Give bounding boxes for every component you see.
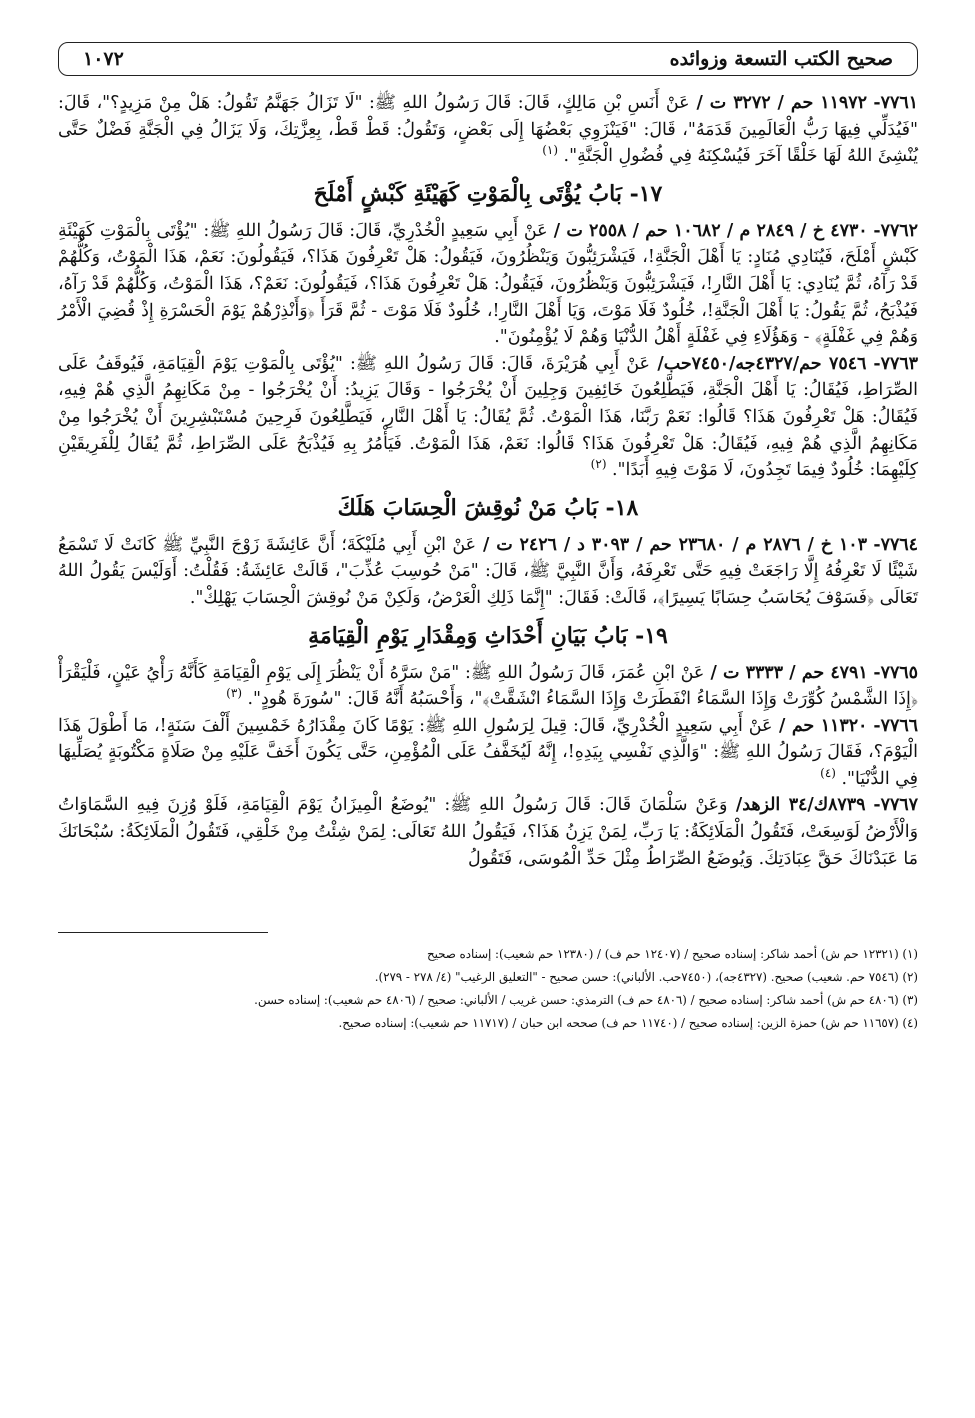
chapter-heading: ١٧- بَابُ يُؤْتَى بِالْمَوْتِ كَهَيْئَةِ كَبْشٍ أَمْلَحَ bbox=[313, 180, 663, 207]
hadith-text: عَنْ ابْنِ أَبِي مُلَيْكَةَ؛ أَنَّ عَائِشَةَ زَوْجَ النَّبِيِّ ﷺ كَانَتْ لَا تَسْمَعُ شَيْئًا لَا تَعْرِفُهُ إِلَّا رَاجَعَتْ فِيهِ حَتَّى تَعْرِفَهُ، وَأَنَّ النَّبِيَّ ﷺ، قَالَ: "مَنْ حُوسِبَ عُذِّبَ"، قَالَتْ عَائِشَةُ: فَقُلْتُ: أَوَلَيْسَ يَقُولُ اللهُ تَعَالَى ﴿فَسَوْفَ يُحَاسَبُ حِسَابًا يَسِيرًا﴾، قَالَتْ: فَقَالَ: "إِنَّمَا ذَلِكِ الْعَرْضُ، وَلَكِنْ مَنْ نُوقِشَ الْحِسَابَ يَهْلِكْ". bbox=[58, 534, 918, 608]
hadith-entry bbox=[58, 713, 918, 793]
hadith-number: ٧٧٦١- bbox=[873, 93, 919, 113]
hadith-number: ٧٧٦٤- bbox=[873, 534, 918, 555]
footnote: (١) (١٢٣٢١ حم ش) أحمد شاكر: إسناده صحيح / (١٢٤٠٧ حم ف) / (١٢٣٨٠ حم شعيب): إسناده صحيح bbox=[427, 947, 918, 962]
hadith-text: عَنْ ابْنِ عُمَرَ، قَالَ رَسُولُ اللهِ ﷺ: "مَنْ سَرَّهُ أَنْ يَنْظُرَ إِلَى يَوْمِ الْقِيَامَةِ كَأَنَّهُ رَأْيُ عَيْنٍ، فَلْيَقْرَأْ ﴿إِذَا الشَّمْسُ كُوِّرَتْ وَإِذَا السَّمَاءُ انْفَطَرَتْ وَإِذَا السَّمَاءُ انْشَقَّتْ﴾"، وَأَحْسَبُهُ أَنَّهُ قَالَ: "سُورَةَ هُودٍ". bbox=[58, 662, 918, 710]
running-title: صحيح الكتب التسعة وزوائده bbox=[669, 48, 893, 70]
footnotes bbox=[58, 943, 918, 1035]
hadith-text: وَعَنْ سَلْمَانَ قَالَ: قَالَ رَسُولُ اللهِ ﷺ: "يُوضَعُ الْمِيزَانُ يَوْمَ الْقِيَامَةِ، فَلَوْ وُزِنَ فِيهِ السَّمَاوَاتُ وَالْأَرْضُ لَوَسِعَتْ، فَتَقُولُ الْمَلَائِكَةُ: يَا رَبِّ، لِمَنْ يَزِنُ هَذَا؟، فَيَقُولُ اللهُ تَعَالَى: لِمَنْ شِئْتُ مِنْ خَلْقِي، فَتَقُولُ الْمَلَائِكَةُ: سُبْحَانَكَ مَا عَبَدْنَاكَ حَقَّ عِبَادَتِكَ. وَيُوضَعُ الصِّرَاطُ مِثْلَ حَدِّ الْمُوسَى، فَتَقُولُ bbox=[58, 795, 918, 869]
hadith-text: عَنْ أَبِي سَعِيدٍ الْخُدْرِيِّ، قَالَ: قَالَ رَسُولُ اللهِ ﷺ: "يُؤْتَى بِالْمَوْتِ كَهَيْئَةِ كَبْشٍ أَمْلَحَ، فَيُنَادِي مُنَادٍ: يَا أَهْلَ الْجَنَّةِ!، فَيَشْرَئِبُّونَ وَيَنْظُرُونَ، فَيَقُولُ: هَلْ تَعْرِفُونَ هَذَا؟، فَيَقُولُونَ: نَعَمْ، هَذَا الْمَوْتُ، وَكُلُّهُمْ قَدْ رَآهُ، ثُمَّ يُنَادِي: يَا أَهْلَ النَّارِ!، فَيَشْرَئِبُّونَ وَيَنْظُرُونَ، فَيَقُولُ: هَلْ تَعْرِفُونَ هَذَا؟، فَيَقُولُونَ: نَعَمْ؟، هَذَا الْمَوْتُ، وَكُلُّهُمْ قَدْ رَآهُ، فَيُذْبَحُ، ثُمَّ يَقُولُ: يَا أَهْلَ الْجَنَّةِ!، خُلُودٌ فَلَا مَوْتَ، وَيَا أَهْلَ النَّارِ!، خُلُودٌ فَلَا مَوْتَ - ثُمَّ قَرَأَ ﴿وَأَنْذِرْهُمْ يَوْمَ الْحَسْرَةِ إِذْ قُضِيَ الْأَمْرُ وَهُمْ فِي غَفْلَةٍ﴾ - وَهَؤُلَاءِ فِي غَفْلَةٍ أَهْلُ الدُّنْيَا وَهُمْ لَا يُؤْمِنُونَ". bbox=[58, 220, 918, 348]
hadith-entry bbox=[58, 660, 918, 713]
hadith-text: عَنْ أَبِي سَعِيدٍ الْخُدْرِيِّ، قَالَ: قِيلَ لِرَسُولِ اللهِ ﷺ: يَوْمًا كَانَ مِقْدَارُهُ خَمْسِينَ أَلْفَ سَنَةٍ!، مَا أَطْوَلَ هَذَا الْيَوْمَ؟، فَقَالَ رَسُولُ اللهِ ﷺ: "وَالَّذِي نَفْسِي بِيَدِهِ!، إِنَّهُ لَيُخَفَّفُ عَلَى الْمُؤْمِنِ، حَتَّى يَكُونَ أَخَفَّ عَلَيْهِ مِنْ صَلَاةٍ مَكْتُوبَةٍ يُصَلِّيهَا فِي الدُّنْيَا". bbox=[58, 715, 918, 789]
chapter-heading: ١٨- بَابُ مَنْ نُوقِشَ الْحِسَابَ هَلَكَ bbox=[337, 494, 639, 521]
footnote-marker: (٤) bbox=[820, 766, 836, 781]
hadith-number: ٧٧٦٣- bbox=[873, 353, 919, 374]
footnote-marker: (٣) bbox=[226, 686, 242, 701]
chapter-heading: ١٩- بَابُ بَيَانِ أَحْدَاثِ وَمِقْدَارِ يَوْمِ الْقِيَامَةِ bbox=[308, 622, 668, 649]
hadith-number: ٧٧٦٥- bbox=[873, 662, 918, 683]
hadith-entry bbox=[58, 90, 918, 170]
footnote-divider bbox=[58, 932, 268, 933]
footnote: (٤) (١١٦٥٧ حم ش) حمزة الزين: إسناده صحيح / (١١٧٤٠ حم ف) صححه ابن حبان / (١١٧١٧ حم شعيب): إسناده صحيح. bbox=[338, 1016, 918, 1031]
hadith-entry bbox=[58, 792, 918, 872]
hadith-entry bbox=[58, 351, 918, 484]
hadith-refs: ١١٣٢٠ حم / bbox=[772, 715, 868, 736]
running-header bbox=[58, 42, 918, 76]
main-text bbox=[58, 90, 918, 872]
footnote-marker: (١) bbox=[542, 143, 559, 158]
hadith-number: ٧٧٦٦- bbox=[873, 715, 919, 736]
footnote: (٢) (٧٥٤٦ حم. شعيب) صحيح. (٤٣٢٧جه)، (٧٤٥٠حب. الألباني): حسن صحيح - "التعليق الرغيب" (٤/ ٢٧٨ - ٢٧٩). bbox=[374, 970, 918, 985]
hadith-text: عَنْ أَنَسِ بْنِ مَالِكٍ، قَالَ: قَالَ رَسُولُ اللهِ ﷺ: "لَا تَزَالُ جَهَنَّمُ تَقُولُ: هَلْ مِنْ مَزِيدٍ؟"، قَالَ: "فَيُدَلِّي فِيهَا رَبُّ الْعَالَمِينَ قَدَمَهُ"، قَالَ: "فَيَنْزَوِي بَعْضُهَا إِلَى بَعْضٍ، وَتَقُولُ: قَطْ قَطْ، بِعِزَّتِكَ، وَلَا يَزَالُ فِي الْجَنَّةِ فَضْلٌ حَتَّى يُنْشِئَ اللهُ لَهَا خَلْقًا آخَرَ فَيُسْكِنَهُ فِي فُضُولِ الْجَنَّةِ". bbox=[58, 93, 918, 167]
hadith-refs: ١٠٣ خ / ٢٨٧٦ م / ٢٣٦٨٠ حم / ٣٠٩٣ د / ٢٤٢٦ ت / bbox=[476, 534, 867, 555]
hadith-number: ٧٧٦٢- bbox=[873, 220, 918, 241]
hadith-entry bbox=[58, 532, 918, 612]
footnote: (٣) (٤٨٠٦ حم ش) أحمد شاكر: إسناده صحيح / (٤٨٠٦ حم ف) الترمذي: حسن غريب / الألباني: صحيح / (٤٨٠٦ حم شعيب): إسناده حسن. bbox=[254, 993, 918, 1008]
hadith-refs: ٤٧٩١ حم / ٣٣٣٣ ت / bbox=[704, 662, 868, 683]
page bbox=[58, 42, 918, 1035]
hadith-refs: ٤٧٣٠ خ / ٢٨٤٩ م / ١٠٦٨٢ حم / ٢٥٥٨ ت / bbox=[547, 220, 868, 241]
page-number: ١٠٧٢ bbox=[83, 48, 124, 70]
hadith-refs: ٧٥٤٦ حم/٤٣٢٧جه/٧٤٥٠حب/ bbox=[649, 353, 867, 374]
hadith-entry bbox=[58, 218, 918, 351]
footnote-marker: (٢) bbox=[590, 457, 607, 472]
hadith-number: ٧٧٦٧- bbox=[873, 795, 918, 816]
hadith-refs: ٨٧٣٩ك/٣٤ الزهد/ bbox=[727, 795, 866, 816]
hadith-refs: ١١٩٧٢ حم / ٣٢٧٢ ت / bbox=[689, 93, 867, 113]
hadith-text: عَنْ أَبِي هُرَيْرَةَ، قَالَ: قَالَ رَسُولُ اللهِ ﷺ: "يُؤْتَى بِالْمَوْتِ يَوْمَ الْقِيَامَةِ، فَيُوقَفُ عَلَى الصِّرَاطِ، فَيُقَالُ: يَا أَهْلَ الْجَنَّةِ، فَيَطَّلِعُونَ خَائِفِينَ وَجِلِينَ أَنْ يُخْرَجُوا - وَقَالَ يَزِيدُ: أَنْ يُخْرَجُوا - مِنْ مَكَانِهِمُ الَّذِي هُمْ فِيهِ، فَيُقَالُ: هَلْ تَعْرِفُونَ هَذَا؟ قَالُوا: نَعَمْ رَبَّنَا، هَذَا الْمَوْتُ. ثُمَّ يُقَالُ: يَا أَهْلَ النَّارِ، فَيَطَّلِعُونَ فَرِحِينَ مُسْتَبْشِرِينَ أَنْ يُخْرَجُوا مِنْ مَكَانِهِمُ الَّذِي هُمْ فِيهِ، فَيُقَالُ: هَلْ تَعْرِفُونَ هَذَا؟ قَالُوا: نَعَمْ، هَذَا الْمَوْتُ. فَيَأْمُرُ بِهِ فَيُذْبَحُ عَلَى الصِّرَاطِ، ثُمَّ يُقَالُ لِلْفَرِيقَيْنِ كِلَيْهِمَا: خُلُودٌ فِيمَا تَجِدُونَ، لَا مَوْتَ فِيهِ أَبَدًا". bbox=[58, 353, 918, 481]
